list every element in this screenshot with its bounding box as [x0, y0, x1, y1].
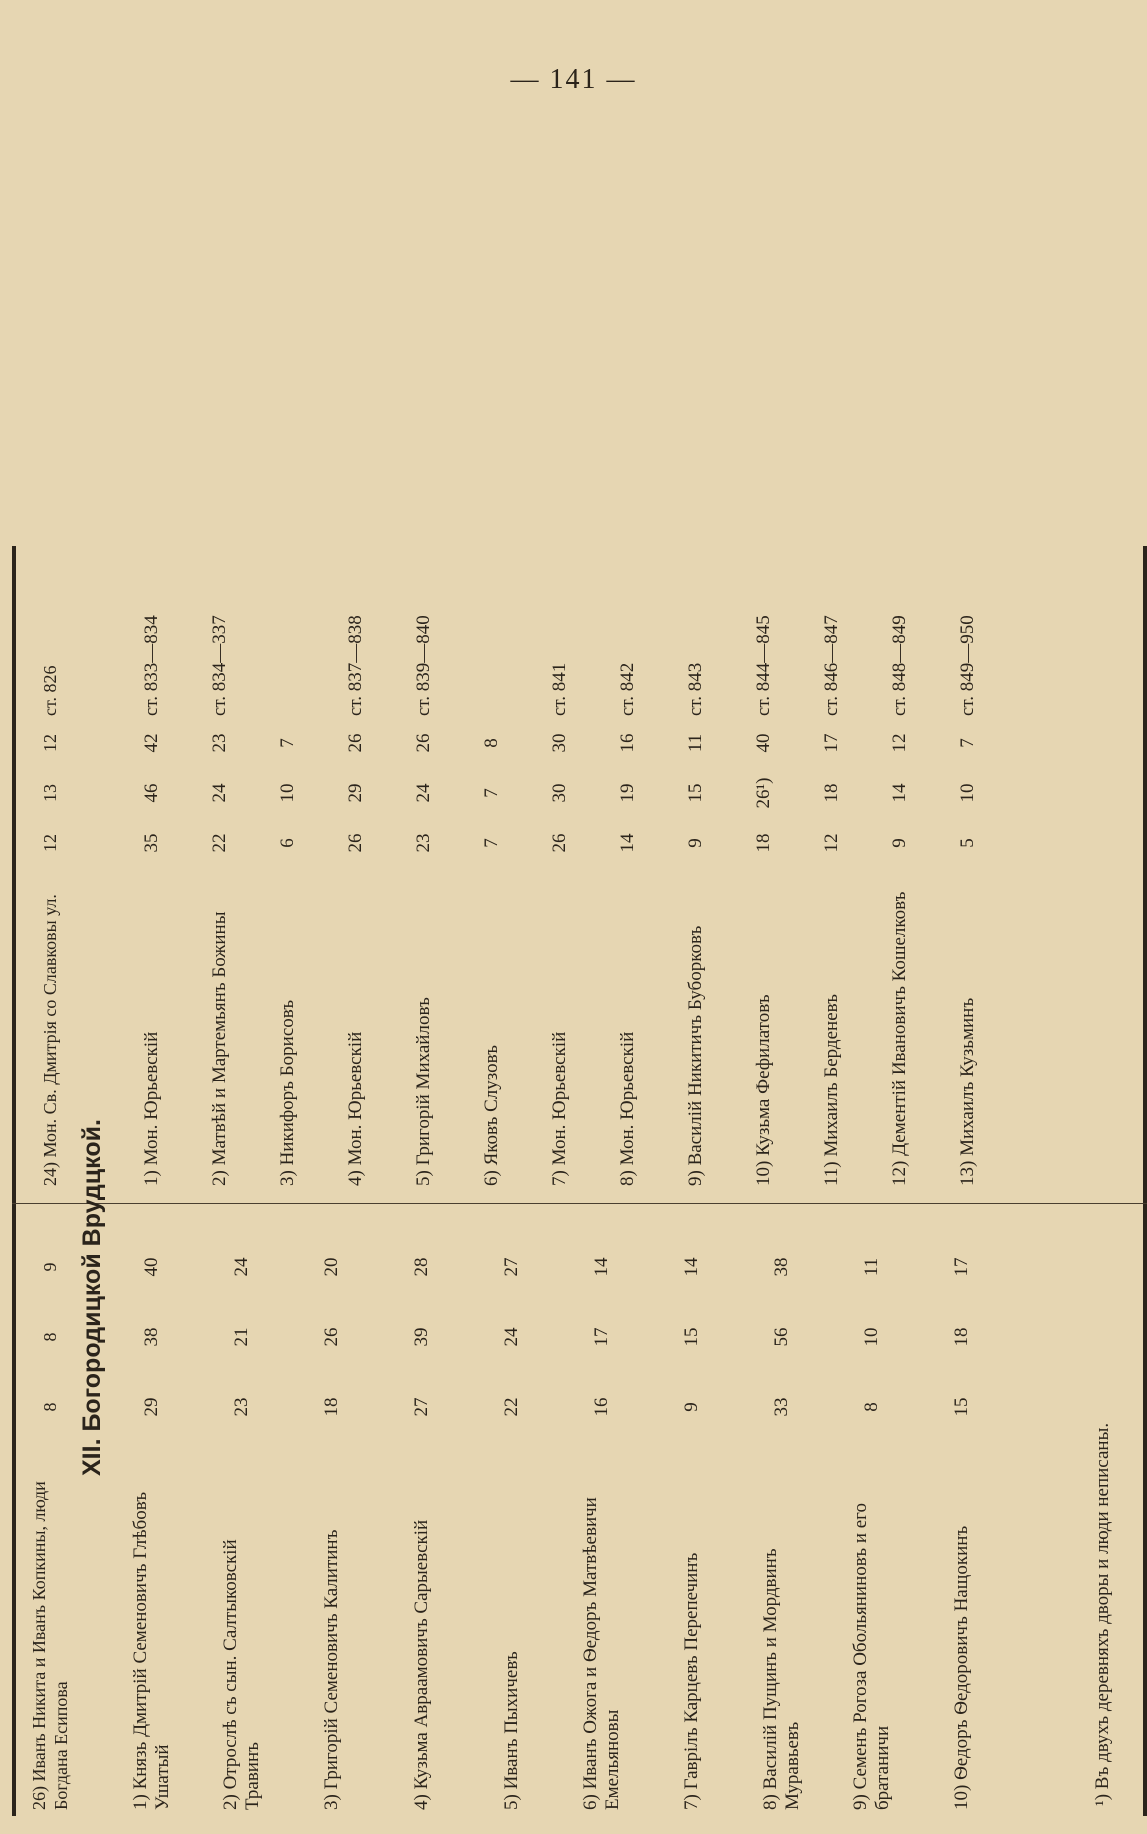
table-row	[938, 546, 998, 1816]
section-title: XII. Богородицкой Врудцкой.	[78, 1119, 106, 1476]
right-row-c: 26	[413, 733, 434, 753]
right-row-c: 30	[549, 733, 570, 753]
right-row-b: 19	[617, 783, 638, 803]
right-row-name: 8) Мон. Юрьевскій	[617, 1031, 638, 1186]
right-row-ref: ст. 844—845	[753, 615, 774, 716]
table-row	[734, 546, 794, 1816]
left-row-b: 21	[231, 1327, 252, 1347]
right-row-a: 18	[753, 833, 774, 853]
right-row-b: 15	[685, 783, 706, 803]
left-row-c: 17	[951, 1257, 972, 1277]
right-row-c: 42	[141, 733, 162, 753]
right-row-ref: ст. 849—950	[957, 615, 978, 716]
left-row-b: 15	[681, 1327, 702, 1347]
page-number: — 141 —	[510, 64, 637, 95]
right-row-ref: ст. 848—849	[889, 615, 910, 716]
right-row-c: 16	[617, 733, 638, 753]
table-row	[326, 546, 386, 1816]
right-row-ref: ст. 841	[549, 662, 570, 716]
left-row-name: 9) Семенъ Рогоза Обольяниновъ и его братаничи	[850, 1503, 893, 1810]
right-row-name: 11) Михаилъ Берденевъ	[821, 994, 842, 1186]
left-row-a: 33	[771, 1397, 792, 1417]
right-row-name: 12) Дементій Ивановичъ Кошелковъ	[889, 891, 910, 1186]
right-row-b: 26¹)	[753, 777, 774, 809]
left-row-a: 9	[681, 1402, 702, 1412]
right-row-b: 30	[549, 783, 570, 803]
table-body	[12, 546, 1147, 1816]
left-row-name: 2) Отрослѣ съ сын. Салтыковскій Травинъ	[220, 1539, 263, 1810]
right-row-b: 10	[957, 783, 978, 803]
right-row-a: 26	[549, 833, 570, 853]
table-row	[802, 546, 862, 1816]
bottom-rule	[1143, 546, 1147, 1816]
header-right-ref: ст. 826	[39, 665, 60, 716]
right-row-b: 7	[481, 788, 502, 798]
left-row-a: 27	[411, 1397, 432, 1417]
table-row	[190, 546, 250, 1816]
right-row-c: 7	[277, 738, 298, 748]
header-right-num: 13	[39, 784, 60, 802]
table-row	[666, 546, 726, 1816]
left-row-c: 28	[411, 1257, 432, 1277]
right-row-a: 6	[277, 838, 298, 848]
right-row-name: 4) Мон. Юрьевскій	[345, 1031, 366, 1186]
table-row	[870, 546, 930, 1816]
left-row-a: 22	[501, 1397, 522, 1417]
left-row-c: 14	[591, 1257, 612, 1277]
left-row-name: 5) Иванъ Пыхичевъ	[501, 1651, 522, 1810]
header-row	[20, 546, 80, 1816]
right-row-b: 29	[345, 783, 366, 803]
right-row-c: 17	[821, 733, 842, 753]
right-row-b: 24	[209, 783, 230, 803]
header-right-num: 12	[39, 834, 60, 852]
left-row-c: 27	[501, 1257, 522, 1277]
left-row-name: 7) Гаврілъ Карцевъ Перепечинъ	[681, 1552, 702, 1810]
right-row-c: 7	[957, 738, 978, 748]
table-row	[122, 546, 182, 1816]
left-row-a: 29	[141, 1397, 162, 1417]
table-row	[394, 546, 454, 1816]
right-row-c: 23	[209, 733, 230, 753]
right-row-name: 13) Михаилъ Кузьминъ	[957, 997, 978, 1186]
right-row-c: 12	[889, 733, 910, 753]
left-row-name: 8) Василій Пущинъ и Мордвинъ Муравьевъ	[760, 1548, 803, 1810]
left-row-name: 6) Иванъ Ожога и Ѳедоръ Матвѣевичи Емельяновы	[580, 1497, 623, 1810]
right-row-b: 24	[413, 783, 434, 803]
right-row-ref: ст. 837—838	[345, 615, 366, 716]
left-row-c: 38	[771, 1257, 792, 1277]
left-row-name: 1) Князь Дмитрій Семеновичъ Глѣбовъ Ушатый	[130, 1491, 173, 1810]
left-row-name: 3) Григорій Семеновичъ Калитинъ	[321, 1529, 342, 1810]
right-row-c: 40	[753, 733, 774, 753]
left-row-b: 18	[951, 1327, 972, 1347]
left-row-c: 14	[681, 1257, 702, 1277]
left-row-a: 15	[951, 1397, 972, 1417]
left-row-c: 20	[321, 1257, 342, 1277]
header-left-num: 8	[39, 1332, 60, 1342]
right-row-b: 10	[277, 783, 298, 803]
right-row-name: 7) Мон. Юрьевскій	[549, 1031, 570, 1186]
right-row-c: 26	[345, 733, 366, 753]
left-row-b: 26	[321, 1327, 342, 1347]
left-row-c: 24	[231, 1257, 252, 1277]
right-row-name: 3) Никифоръ Борисовъ	[277, 999, 298, 1186]
header-left-num: 8	[39, 1402, 60, 1412]
left-row-name: 10) Ѳедоръ Ѳедоровичъ Нащокинъ	[951, 1525, 972, 1810]
right-row-name: 10) Кузьма Фефилатовъ	[753, 994, 774, 1186]
left-row-b: 38	[141, 1327, 162, 1347]
header-left-num: 9	[39, 1262, 60, 1272]
left-row-b: 24	[501, 1327, 522, 1347]
right-row-a: 22	[209, 833, 230, 853]
table-row	[530, 546, 590, 1816]
right-row-name: 9) Василій Никитичъ Буборковъ	[685, 925, 706, 1186]
right-row-ref: ст. 846—847	[821, 615, 842, 716]
right-row-ref: ст. 834—337	[209, 615, 230, 716]
right-row-a: 9	[889, 838, 910, 848]
rotated-table	[12, 128, 1147, 1834]
right-row-ref: ст. 839—840	[413, 615, 434, 716]
header-right-entry: 24) Мон. Св. Дмитрія со Славковы ул.	[40, 894, 60, 1186]
header-right-num: 12	[39, 734, 60, 752]
right-row-ref	[462, 556, 522, 716]
left-row-b: 56	[771, 1327, 792, 1347]
right-row-name: 6) Яковъ Слузовъ	[481, 1045, 502, 1186]
right-row-a: 23	[413, 833, 434, 853]
right-row-a: 14	[617, 833, 638, 853]
right-row-ref: ст. 842	[617, 662, 638, 716]
right-row-b: 14	[889, 783, 910, 803]
right-row-name: 1) Мон. Юрьевскій	[141, 1031, 162, 1186]
right-row-c: 8	[481, 738, 502, 748]
header-left-entry: 26) Иванъ Никита и Иванъ Копкины, люди Богдана Есипова	[29, 1481, 71, 1810]
left-row-name: 4) Кузьма Авраамовичъ Сарыевскій	[411, 1519, 432, 1810]
footnote: ¹) Въ двухъ деревняхъ дворы и люди неписаны.	[1092, 1422, 1113, 1806]
table-row	[598, 546, 658, 1816]
right-row-c: 11	[685, 733, 706, 753]
right-row-name: 2) Матвѣй и Мартемьянъ Божины	[209, 911, 230, 1186]
left-row-c: 11	[861, 1257, 882, 1277]
right-row-name: 5) Григорій Михайловъ	[413, 997, 434, 1186]
table-row	[258, 546, 318, 1816]
left-row-a: 18	[321, 1397, 342, 1417]
table-row	[462, 546, 522, 1816]
top-rule	[12, 546, 16, 1816]
left-row-b: 10	[861, 1327, 882, 1347]
right-row-a: 5	[957, 838, 978, 848]
left-row-b: 17	[591, 1327, 612, 1347]
right-row-a: 35	[141, 833, 162, 853]
left-row-b: 39	[411, 1327, 432, 1347]
right-row-ref: ст. 833—834	[141, 615, 162, 716]
left-row-a: 16	[591, 1397, 612, 1417]
right-row-ref: ст. 843	[685, 662, 706, 716]
right-row-b: 46	[141, 783, 162, 803]
left-row-a: 8	[861, 1402, 882, 1412]
right-row-a: 9	[685, 838, 706, 848]
right-row-ref	[258, 556, 318, 716]
right-row-b: 18	[821, 783, 842, 803]
right-row-a: 7	[481, 838, 502, 848]
left-row-c: 40	[141, 1257, 162, 1277]
left-row-a: 23	[231, 1397, 252, 1417]
right-row-a: 26	[345, 833, 366, 853]
right-row-a: 12	[821, 833, 842, 853]
